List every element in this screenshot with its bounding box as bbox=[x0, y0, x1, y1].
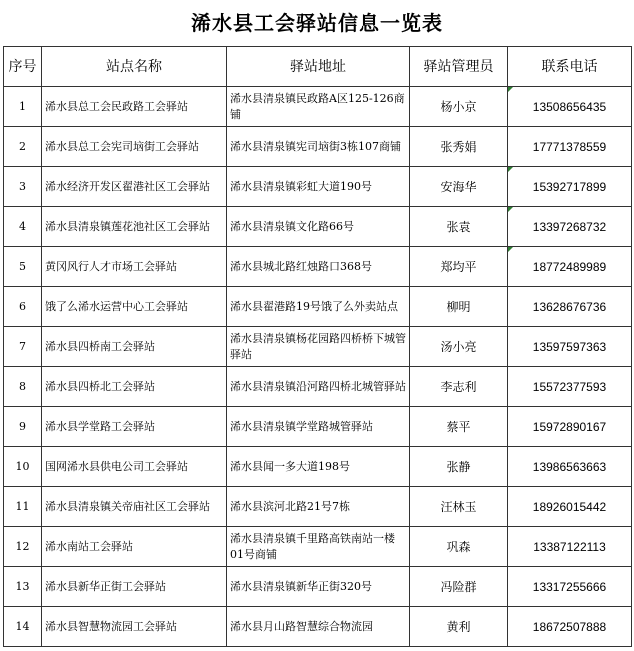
table-row bbox=[4, 207, 632, 247]
cell-index bbox=[4, 247, 42, 287]
cell-address-text: 浠水县清泉镇文化路66号 bbox=[230, 219, 354, 233]
cell-index-text: 14 bbox=[15, 619, 30, 633]
cell-address bbox=[227, 287, 410, 327]
cell-manager-text: 巩森 bbox=[446, 539, 471, 554]
cell-phone-text: 15572377593 bbox=[532, 379, 607, 394]
cell-station-name bbox=[42, 487, 227, 527]
cell-address bbox=[227, 367, 410, 407]
cell-index bbox=[4, 567, 42, 607]
cell-address-text: 浠水县清泉镇宪司垴街3栋107商铺 bbox=[230, 139, 401, 153]
cell-manager-text: 郑均平 bbox=[440, 259, 477, 274]
cell-index-text: 10 bbox=[15, 459, 30, 473]
cell-manager bbox=[410, 367, 508, 407]
cell-manager-text: 汪林玉 bbox=[440, 499, 477, 514]
cell-address bbox=[227, 567, 410, 607]
table-row bbox=[4, 367, 632, 407]
cell-address-text: 浠水县城北路红烛路口368号 bbox=[230, 259, 372, 273]
cell-phone-text: 18926015442 bbox=[532, 499, 607, 514]
cell-address bbox=[227, 327, 410, 367]
cell-phone-text: 15972890167 bbox=[532, 419, 607, 434]
cell-phone-text: 13387122113 bbox=[533, 539, 606, 554]
cell-manager bbox=[410, 527, 508, 567]
cell-address-text: 浠水县清泉镇新华正街320号 bbox=[230, 579, 372, 593]
cell-station-name-text: 黄冈风行人才市场工会驿站 bbox=[45, 259, 177, 273]
cell-index-text: 3 bbox=[19, 179, 26, 193]
cell-index bbox=[4, 447, 42, 487]
cell-station-name-text: 浠水南站工会驿站 bbox=[45, 539, 133, 553]
cell-phone-text: 13986563663 bbox=[532, 459, 607, 474]
cell-phone bbox=[508, 407, 632, 447]
cell-station-name-text: 浠水县四桥北工会驿站 bbox=[45, 379, 155, 393]
cell-index bbox=[4, 527, 42, 567]
cell-phone bbox=[508, 327, 632, 367]
cell-address bbox=[227, 447, 410, 487]
cell-station-name-text: 浠水县四桥南工会驿站 bbox=[45, 339, 155, 353]
cell-phone bbox=[508, 167, 632, 207]
cell-phone-text: 15392717899 bbox=[532, 179, 607, 194]
table-row bbox=[4, 327, 632, 367]
table-row bbox=[4, 447, 632, 487]
cell-station-name bbox=[42, 287, 227, 327]
cell-comment-marker-icon bbox=[508, 167, 513, 172]
cell-manager-text: 黄利 bbox=[446, 619, 471, 634]
cell-phone-text: 13628676736 bbox=[532, 299, 607, 314]
cell-station-name bbox=[42, 447, 227, 487]
cell-index-text: 11 bbox=[15, 499, 30, 513]
cell-address-text: 浠水县清泉镇学堂路城管驿站 bbox=[230, 419, 373, 433]
table-row bbox=[4, 567, 632, 607]
cell-address-text: 浠水县清泉镇沿河路四桥北城管驿站 bbox=[230, 379, 406, 393]
cell-address bbox=[227, 247, 410, 287]
cell-index bbox=[4, 287, 42, 327]
cell-station-name-text: 浠水县清泉镇莲花池社区工会驿站 bbox=[45, 219, 210, 233]
cell-address bbox=[227, 167, 410, 207]
cell-address-text: 浠水县清泉镇民政路A区125-126商铺 bbox=[230, 91, 405, 121]
cell-phone-text: 18672507888 bbox=[532, 619, 607, 634]
table-row bbox=[4, 87, 632, 127]
table-row bbox=[4, 247, 632, 287]
header-phone: 联系电话 bbox=[508, 47, 632, 87]
cell-manager bbox=[410, 127, 508, 167]
station-table bbox=[3, 46, 632, 647]
cell-phone bbox=[508, 487, 632, 527]
cell-manager-text: 安海华 bbox=[440, 179, 477, 194]
cell-manager-text: 李志利 bbox=[440, 379, 477, 394]
cell-station-name-text: 浠水县智慧物流园工会驿站 bbox=[45, 619, 177, 633]
cell-station-name-text: 浠水县学堂路工会驿站 bbox=[45, 419, 155, 433]
cell-phone bbox=[508, 607, 632, 647]
cell-address-text: 浠水县月山路智慧综合物流园 bbox=[230, 619, 373, 633]
cell-phone-text: 13508656435 bbox=[532, 99, 607, 114]
cell-address bbox=[227, 527, 410, 567]
cell-address-text: 浠水县闻一多大道198号 bbox=[230, 459, 350, 473]
cell-manager bbox=[410, 487, 508, 527]
cell-address bbox=[227, 87, 410, 127]
cell-station-name bbox=[42, 567, 227, 607]
header-index: 序号 bbox=[4, 47, 42, 87]
header-address: 驿站地址 bbox=[227, 47, 410, 87]
cell-manager bbox=[410, 607, 508, 647]
cell-phone bbox=[508, 567, 632, 607]
cell-phone bbox=[508, 367, 632, 407]
cell-station-name bbox=[42, 607, 227, 647]
cell-address-text: 浠水县清泉镇千里路高铁南站一楼01号商铺 bbox=[230, 531, 395, 561]
cell-index bbox=[4, 607, 42, 647]
cell-phone bbox=[508, 87, 632, 127]
cell-phone-text: 13397268732 bbox=[532, 219, 607, 234]
cell-comment-marker-icon bbox=[508, 247, 513, 252]
cell-index bbox=[4, 407, 42, 447]
cell-manager bbox=[410, 327, 508, 367]
cell-comment-marker-icon bbox=[508, 87, 513, 92]
header-manager: 驿站管理员 bbox=[410, 47, 508, 87]
header-station-name: 站点名称 bbox=[42, 47, 227, 87]
cell-manager-text: 蔡平 bbox=[446, 419, 471, 434]
table-header-row bbox=[4, 47, 632, 87]
cell-address bbox=[227, 607, 410, 647]
cell-index-text: 1 bbox=[19, 99, 26, 113]
cell-station-name bbox=[42, 207, 227, 247]
cell-index-text: 7 bbox=[19, 339, 26, 353]
table-row bbox=[4, 527, 632, 567]
table-row bbox=[4, 167, 632, 207]
cell-index-text: 5 bbox=[19, 259, 26, 273]
cell-phone-text: 13317255666 bbox=[532, 579, 607, 594]
cell-index bbox=[4, 87, 42, 127]
cell-station-name bbox=[42, 327, 227, 367]
cell-station-name bbox=[42, 367, 227, 407]
cell-index-text: 2 bbox=[19, 139, 26, 153]
cell-comment-marker-icon bbox=[508, 207, 513, 212]
cell-manager bbox=[410, 207, 508, 247]
cell-phone bbox=[508, 127, 632, 167]
cell-manager bbox=[410, 567, 508, 607]
cell-address-text: 浠水县清泉镇彩虹大道190号 bbox=[230, 179, 372, 193]
cell-manager-text: 冯险群 bbox=[440, 579, 477, 594]
cell-station-name bbox=[42, 167, 227, 207]
cell-address bbox=[227, 487, 410, 527]
cell-manager bbox=[410, 167, 508, 207]
cell-station-name bbox=[42, 247, 227, 287]
cell-phone bbox=[508, 527, 632, 567]
cell-manager-text: 张袁 bbox=[446, 219, 471, 234]
cell-manager bbox=[410, 87, 508, 127]
cell-phone bbox=[508, 247, 632, 287]
cell-index bbox=[4, 207, 42, 247]
cell-manager-text: 张秀娟 bbox=[440, 139, 477, 154]
cell-address bbox=[227, 207, 410, 247]
cell-address bbox=[227, 127, 410, 167]
cell-phone bbox=[508, 207, 632, 247]
table-row bbox=[4, 487, 632, 527]
cell-phone-text: 18772489989 bbox=[532, 259, 607, 274]
cell-index-text: 8 bbox=[19, 379, 26, 393]
table-row bbox=[4, 407, 632, 447]
cell-manager-text: 柳明 bbox=[446, 299, 471, 314]
cell-manager bbox=[410, 447, 508, 487]
cell-station-name-text: 浠水县总工会民政路工会驿站 bbox=[45, 99, 188, 113]
cell-manager bbox=[410, 247, 508, 287]
cell-index bbox=[4, 127, 42, 167]
cell-index-text: 13 bbox=[15, 579, 30, 593]
cell-address bbox=[227, 407, 410, 447]
cell-station-name-text: 浠水经济开发区翟港社区工会驿站 bbox=[45, 179, 210, 193]
table-row bbox=[4, 607, 632, 647]
cell-manager-text: 张静 bbox=[446, 459, 471, 474]
cell-station-name bbox=[42, 127, 227, 167]
cell-station-name bbox=[42, 527, 227, 567]
cell-index-text: 4 bbox=[19, 219, 26, 233]
cell-index-text: 9 bbox=[19, 419, 26, 433]
cell-phone-text: 17771378559 bbox=[532, 139, 607, 154]
cell-address-text: 浠水县清泉镇杨花园路四桥桥下城管驿站 bbox=[230, 331, 406, 361]
cell-address-text: 浠水县滨河北路21号7栋 bbox=[230, 499, 350, 513]
cell-station-name-text: 浠水县新华正街工会驿站 bbox=[45, 579, 166, 593]
cell-manager-text: 杨小京 bbox=[440, 99, 477, 114]
cell-station-name bbox=[42, 87, 227, 127]
table-row bbox=[4, 127, 632, 167]
page-title: 浠水县工会驿站信息一览表 bbox=[191, 11, 443, 35]
cell-index bbox=[4, 367, 42, 407]
cell-index-text: 12 bbox=[15, 539, 30, 553]
cell-manager bbox=[410, 287, 508, 327]
cell-index bbox=[4, 167, 42, 207]
cell-station-name-text: 浠水县总工会宪司垴街工会驿站 bbox=[45, 139, 199, 153]
cell-index bbox=[4, 487, 42, 527]
cell-index bbox=[4, 327, 42, 367]
cell-index-text: 6 bbox=[19, 299, 26, 313]
cell-phone bbox=[508, 287, 632, 327]
table-row bbox=[4, 287, 632, 327]
cell-station-name-text: 浠水县清泉镇关帝庙社区工会驿站 bbox=[45, 499, 210, 513]
cell-phone-text: 13597597363 bbox=[532, 339, 607, 354]
cell-station-name bbox=[42, 407, 227, 447]
cell-phone bbox=[508, 447, 632, 487]
cell-address-text: 浠水县翟港路19号饿了么外卖站点 bbox=[230, 299, 398, 313]
cell-station-name-text: 饿了么浠水运营中心工会驿站 bbox=[45, 299, 188, 313]
cell-manager bbox=[410, 407, 508, 447]
cell-station-name-text: 国网浠水县供电公司工会驿站 bbox=[45, 459, 188, 473]
cell-manager-text: 汤小亮 bbox=[440, 339, 477, 354]
